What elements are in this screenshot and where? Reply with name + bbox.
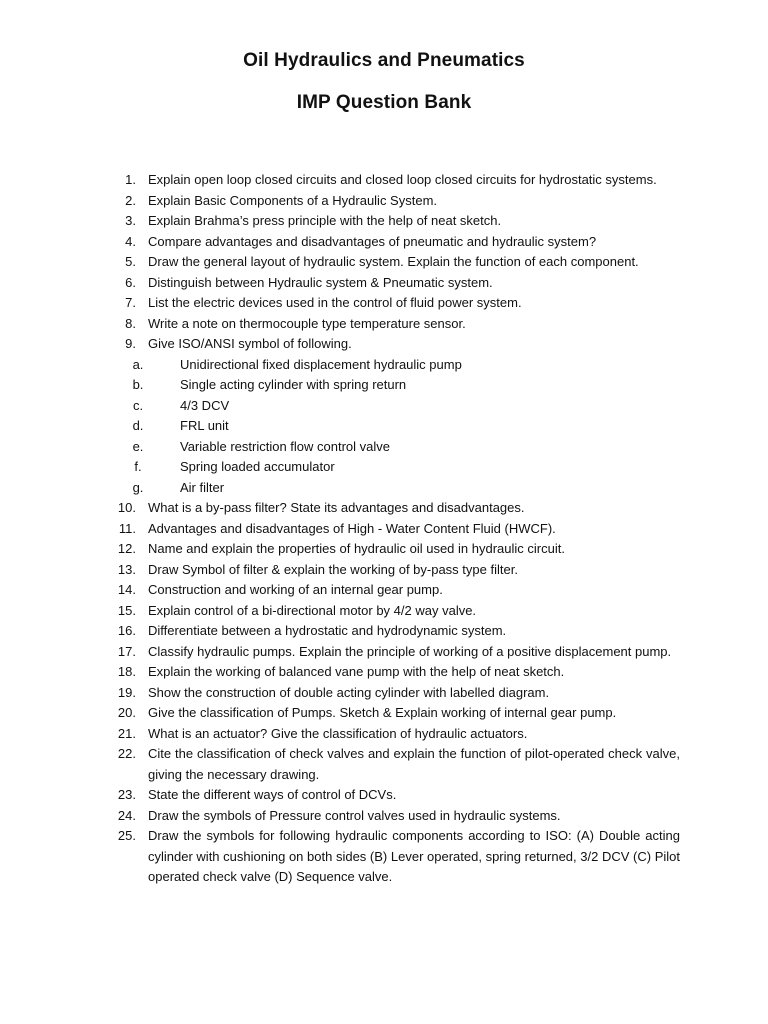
- question-text: Compare advantages and disadvantages of pneumatic and hydraulic system?: [148, 233, 597, 249]
- question-number: 3.: [125, 213, 136, 228]
- sub-item-text: Variable restriction flow control valve: [180, 438, 391, 454]
- question-text: Explain Brahma’s press principle with the help of neat sketch.: [148, 213, 502, 228]
- question-number: 14.: [117, 582, 136, 597]
- question-number: 11.: [118, 520, 136, 536]
- question-item: [96, 621, 680, 642]
- question-number: 22.: [117, 746, 136, 761]
- question-item: [96, 314, 680, 335]
- question-number: 6.: [125, 274, 136, 290]
- question-item: [96, 744, 680, 785]
- question-text: Explain open loop closed circuits and closed loop closed circuits for hydrostatic systems.: [148, 172, 657, 187]
- question-number: 7.: [125, 295, 136, 310]
- sub-item: [96, 437, 680, 458]
- sub-item-letter: b.: [132, 377, 144, 392]
- sub-item-text: Air filter: [180, 479, 225, 495]
- question-text: Give the classification of Pumps. Sketch & Explain working of internal gear pump.: [148, 705, 617, 720]
- question-item: [96, 580, 680, 601]
- question-text: Draw the symbols of Pressure control valves used in hydraulic systems.: [148, 807, 561, 823]
- sub-item-letter: c.: [132, 397, 144, 413]
- question-text: Differentiate between a hydrostatic and hydrodynamic system.: [148, 623, 507, 638]
- question-text: Classify hydraulic pumps. Explain the principle of working of a positive displacement pump.: [148, 643, 672, 659]
- question-text: List the electric devices used in the control of fluid power system.: [148, 295, 522, 310]
- sub-item-text: Unidirectional fixed displacement hydraulic pump: [180, 356, 462, 372]
- question-item: [96, 170, 680, 191]
- question-number: 2.: [125, 192, 136, 208]
- question-number: 16.: [117, 623, 136, 638]
- sub-item-text: Single acting cylinder with spring return: [180, 377, 407, 392]
- sub-item: [96, 396, 680, 417]
- question-item: [96, 519, 680, 540]
- question-number: 13.: [117, 561, 136, 577]
- question-number: 5.: [125, 254, 136, 269]
- document-title: Oil Hydraulics and Pneumatics: [243, 50, 525, 71]
- question-item: [96, 724, 680, 745]
- sub-item-text: Spring loaded accumulator: [180, 459, 335, 474]
- question-number: 20.: [117, 705, 136, 720]
- sub-item: [96, 416, 680, 437]
- sub-item-letter: g.: [132, 479, 144, 495]
- question-number: 23.: [117, 787, 136, 802]
- question-number: 1.: [125, 172, 136, 187]
- sub-item: [96, 355, 680, 376]
- question-text: Explain Basic Components of a Hydraulic System.: [148, 192, 438, 208]
- question-number: 12.: [117, 541, 136, 556]
- question-list: [96, 170, 680, 888]
- question-text: Draw Symbol of filter & explain the working of by-pass type filter.: [148, 561, 518, 577]
- question-text: Write a note on thermocouple type temperature sensor.: [148, 315, 466, 331]
- question-number: 25.: [117, 828, 136, 843]
- sub-item-text: 4/3 DCV: [180, 397, 230, 413]
- question-text: Give ISO/ANSI symbol of following.: [148, 336, 352, 351]
- question-item: [96, 252, 680, 273]
- question-number: 17.: [117, 643, 136, 659]
- sub-item-letter: d.: [132, 418, 144, 433]
- document-subtitle: IMP Question Bank: [296, 92, 472, 113]
- sub-item-letter: e.: [132, 438, 144, 454]
- question-text: Draw the symbols for following hydraulic components according to ISO: (A) Double acting cylinder with cushioning on both sides (B) Lever operated, spring returned, 3/2 DCV (C) Pilot operated check valve (D) Sequence valve.: [148, 828, 680, 884]
- question-text: State the different ways of control of DCVs.: [148, 787, 397, 802]
- question-text: Explain the working of balanced vane pump with the help of neat sketch.: [148, 664, 565, 679]
- sub-item-letter: f.: [134, 459, 142, 474]
- question-number: 4.: [125, 233, 136, 249]
- question-item: [96, 232, 680, 253]
- question-item: [96, 211, 680, 232]
- question-item: [96, 703, 680, 724]
- question-item: [96, 642, 680, 663]
- question-item: [96, 806, 680, 827]
- question-text: Construction and working of an internal gear pump.: [148, 582, 443, 597]
- question-number: 10.: [117, 500, 136, 515]
- question-item: [96, 662, 680, 683]
- question-text: What is an actuator? Give the classification of hydraulic actuators.: [148, 725, 528, 741]
- question-text: Cite the classification of check valves and explain the function of pilot-operated check valve, giving the necessary drawing.: [148, 746, 680, 782]
- question-text: Distinguish between Hydraulic system & Pneumatic system.: [148, 274, 493, 290]
- question-item: [96, 273, 680, 294]
- sub-item: [96, 375, 680, 396]
- question-text: Advantages and disadvantages of High - Water Content Fluid (HWCF).: [148, 520, 556, 536]
- sub-item-letter: a.: [132, 356, 144, 372]
- question-text: Name and explain the properties of hydraulic oil used in hydraulic circuit.: [148, 541, 565, 556]
- question-text: What is a by-pass filter? State its advantages and disadvantages.: [148, 500, 525, 515]
- question-number: 18.: [117, 664, 136, 679]
- question-number: 21.: [117, 725, 136, 741]
- sub-item: [96, 457, 680, 478]
- question-text: Explain control of a bi-directional motor by 4/2 way valve.: [148, 602, 477, 618]
- question-number: 24.: [117, 807, 136, 823]
- question-text: Show the construction of double acting cylinder with labelled diagram.: [148, 684, 550, 700]
- question-item: [96, 560, 680, 581]
- question-item: [96, 826, 680, 888]
- question-number: 15.: [117, 602, 136, 618]
- question-item: [96, 539, 680, 560]
- sub-item: [96, 478, 680, 499]
- question-item: [96, 293, 680, 314]
- question-number: 9.: [125, 336, 136, 351]
- question-item: [96, 785, 680, 806]
- question-number: 8.: [125, 315, 136, 331]
- question-item: [96, 191, 680, 212]
- question-item: [96, 334, 680, 355]
- question-item: [96, 498, 680, 519]
- question-text: Draw the general layout of hydraulic system. Explain the function of each component.: [148, 254, 639, 269]
- question-number: 19.: [117, 684, 136, 700]
- question-item: [96, 683, 680, 704]
- sub-item-text: FRL unit: [180, 418, 229, 433]
- question-item: [96, 601, 680, 622]
